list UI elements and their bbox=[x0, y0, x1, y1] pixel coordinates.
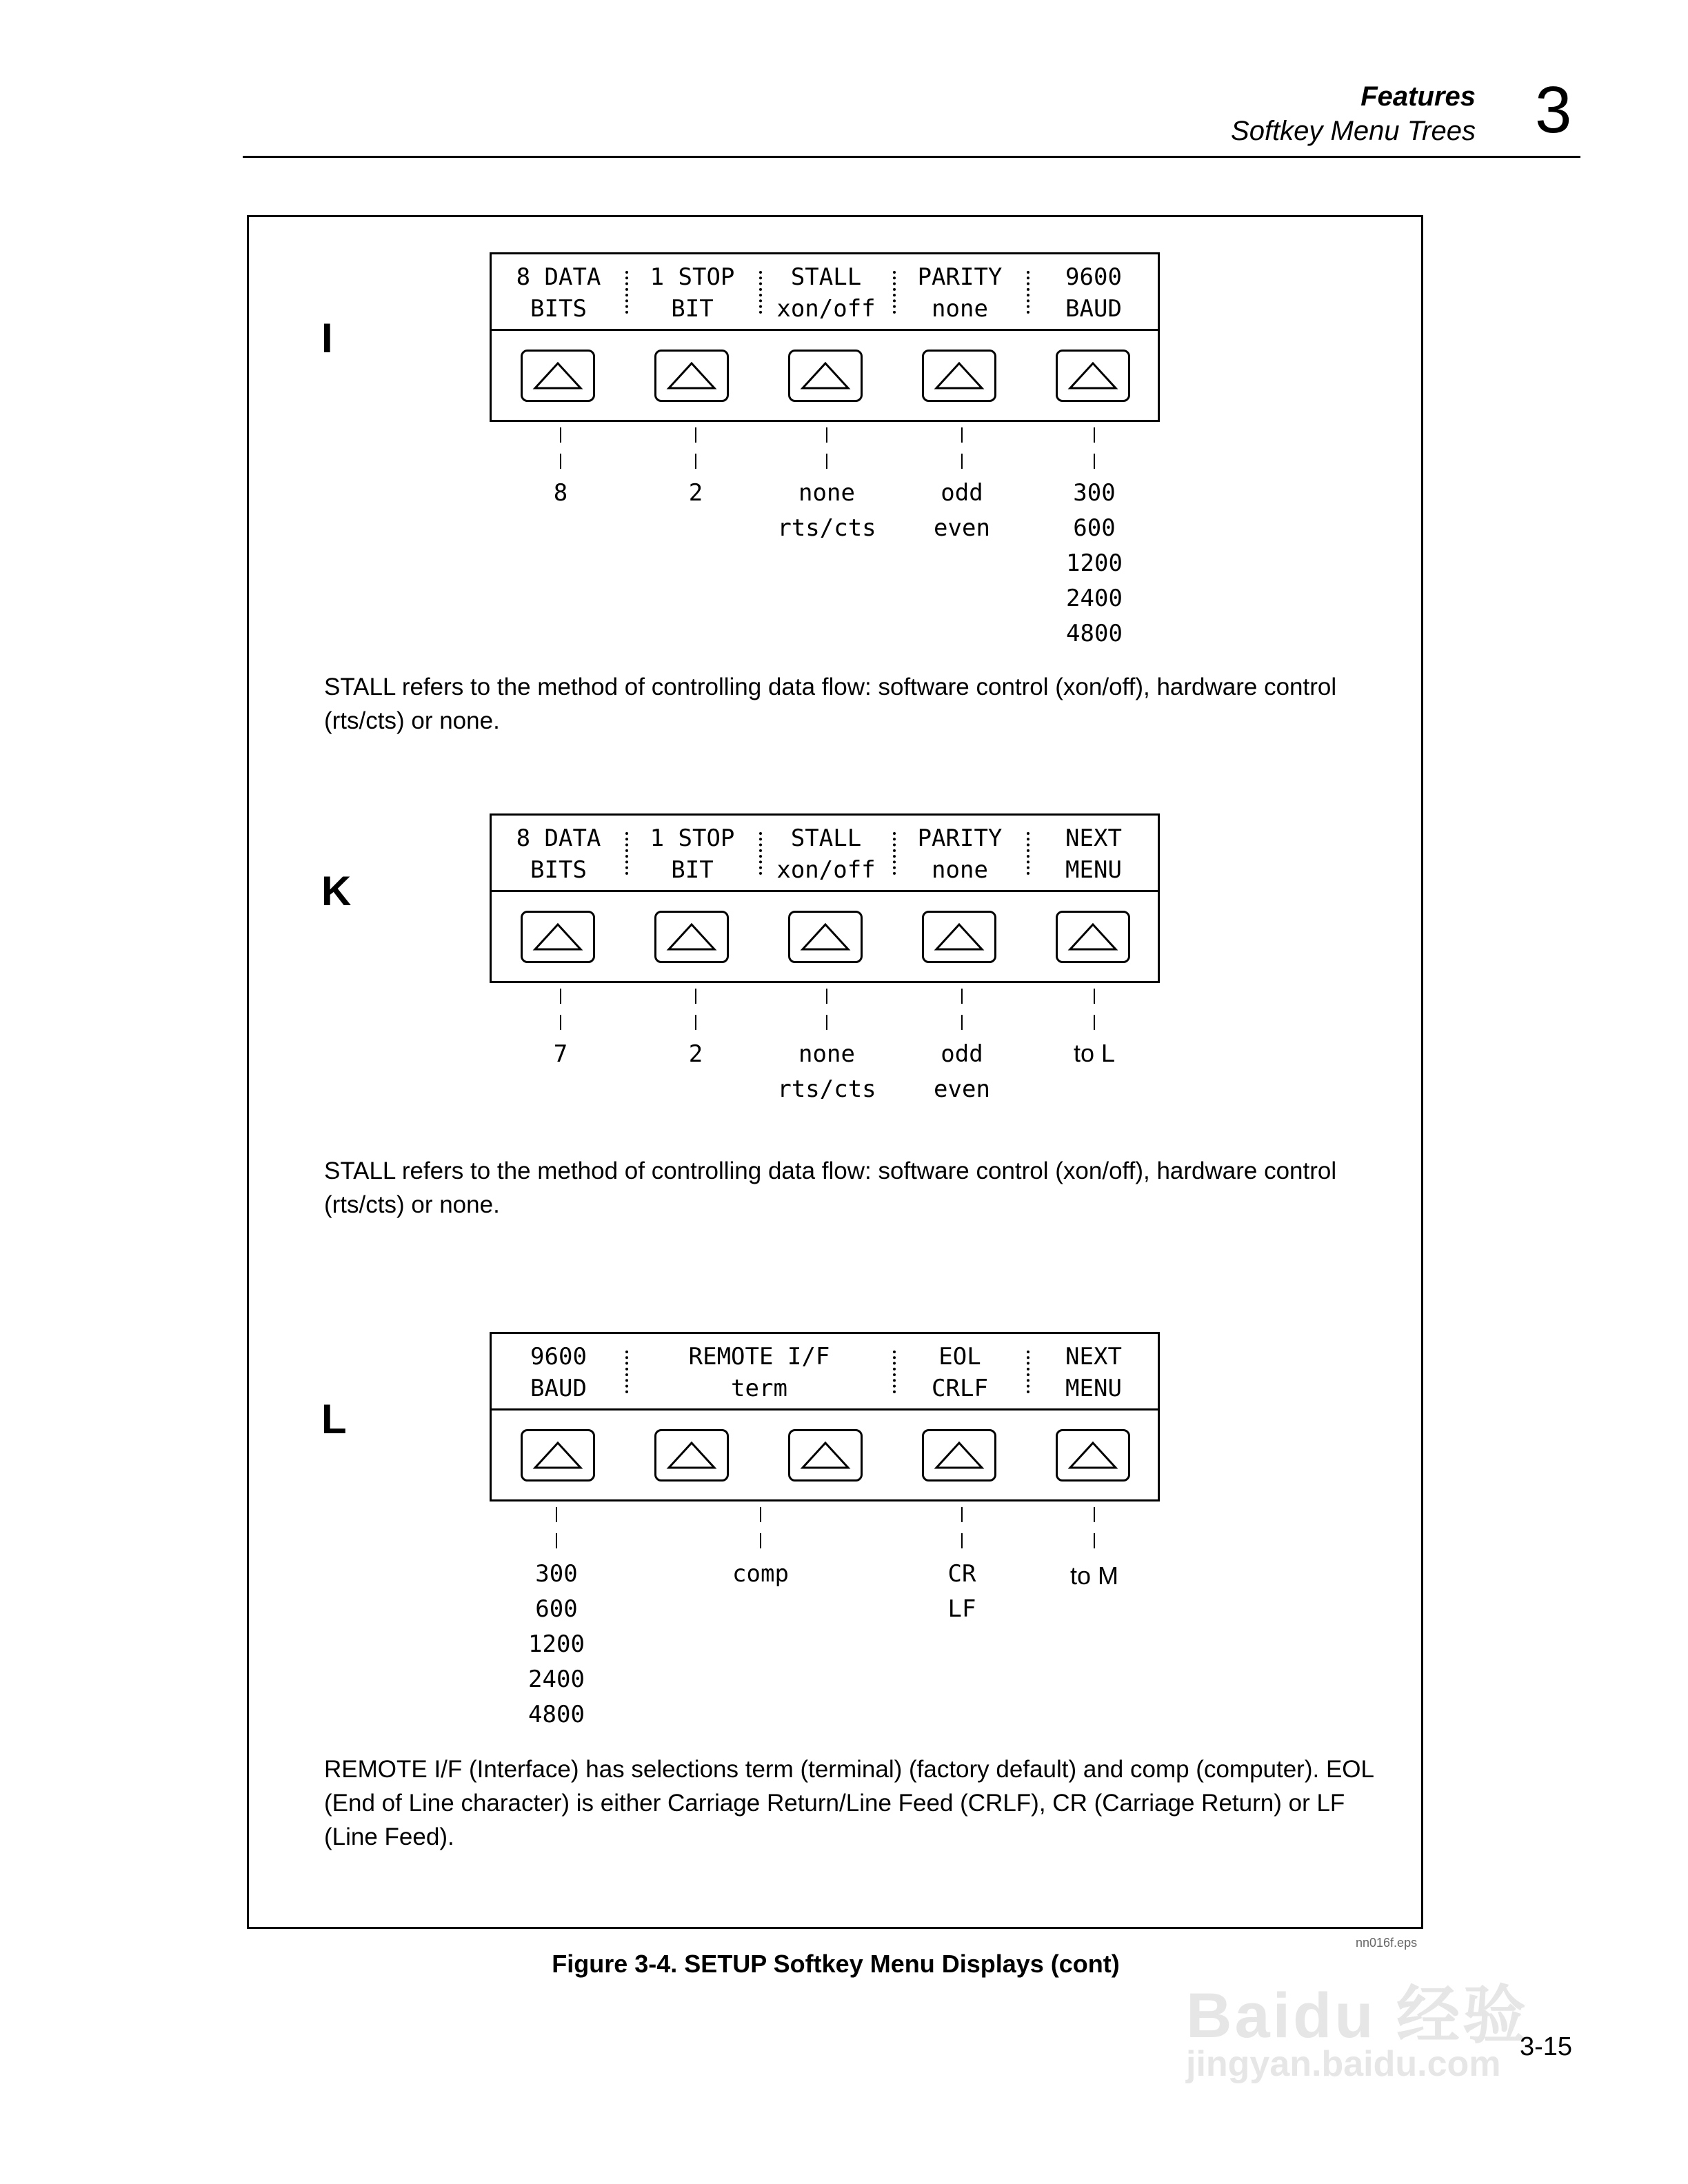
segment-divider bbox=[893, 1351, 896, 1393]
options-stop-bit: 2 bbox=[688, 1040, 703, 1068]
options-parity: odd even bbox=[934, 1040, 990, 1103]
segment-divider bbox=[625, 1351, 628, 1393]
segment-divider bbox=[759, 271, 762, 314]
options-baud: 300 600 1200 2400 4800 bbox=[528, 1560, 585, 1728]
softkey-1-button[interactable] bbox=[521, 911, 595, 963]
softkey-2-button[interactable] bbox=[654, 350, 729, 402]
softkey-1-button[interactable] bbox=[521, 350, 595, 402]
softkey-display-k bbox=[490, 813, 1160, 983]
lcd-text-row bbox=[492, 816, 1158, 892]
up-triangle-icon bbox=[934, 359, 985, 392]
options-baud: 300 600 1200 2400 4800 bbox=[1066, 479, 1123, 647]
softkey-3-button[interactable] bbox=[788, 350, 863, 402]
up-triangle-icon bbox=[532, 1439, 583, 1472]
softkey-3-button[interactable] bbox=[788, 1429, 863, 1482]
up-triangle-icon bbox=[666, 920, 717, 953]
options-next-menu: to M bbox=[1069, 1561, 1118, 1590]
note-paragraph-l: REMOTE I/F (Interface) has selections term (terminal) (factory default) and comp (computer). EOL (End of Line character) is either Carriage Return/Line Feed (CRLF), CR (Carriage Return) or LF (Line Feed). bbox=[324, 1756, 1374, 1850]
connector-line bbox=[560, 427, 561, 469]
softkey-5-button[interactable] bbox=[1056, 911, 1130, 963]
options-parity: odd even bbox=[934, 479, 990, 542]
up-triangle-icon bbox=[800, 920, 851, 953]
segment-divider bbox=[1027, 1351, 1029, 1393]
softkey-4-button[interactable] bbox=[922, 1429, 996, 1482]
options-data-bits: 8 bbox=[553, 479, 568, 507]
connector-line bbox=[760, 1507, 761, 1548]
softkey-label-stop-bit: 1 STOP BIT bbox=[650, 825, 735, 884]
segment-divider bbox=[1027, 832, 1029, 875]
connector-line bbox=[556, 1507, 557, 1548]
header-rule bbox=[243, 156, 1580, 158]
softkey-label-next-menu: NEXT MENU bbox=[1065, 1343, 1122, 1402]
softkey-label-stop-bit: 1 STOP BIT bbox=[650, 263, 735, 323]
up-triangle-icon bbox=[666, 359, 717, 392]
softkey-label-parity: PARITY none bbox=[917, 825, 1003, 884]
section-letter-l: L bbox=[321, 1396, 347, 1442]
up-triangle-icon bbox=[532, 920, 583, 953]
segment-divider bbox=[893, 832, 896, 875]
options-stop-bit: 2 bbox=[688, 479, 703, 507]
softkey-label-stall: STALL xon/off bbox=[776, 263, 876, 323]
options-eol: CR LF bbox=[947, 1560, 976, 1623]
section-subtitle: Softkey Menu Trees bbox=[1231, 116, 1476, 146]
chapter-number: 3 bbox=[1535, 73, 1572, 147]
watermark-logo: Baidu 经验 bbox=[1186, 1981, 1529, 2051]
watermark-url: jingyan.baidu.com bbox=[1186, 2044, 1501, 2084]
softkey-2-button[interactable] bbox=[654, 1429, 729, 1482]
options-stall: none rts/cts bbox=[777, 1040, 876, 1103]
softkey-label-data-bits: 8 DATA BITS bbox=[516, 263, 601, 323]
lcd-text-row bbox=[492, 254, 1158, 331]
section-title: Features bbox=[1360, 81, 1476, 112]
up-triangle-icon bbox=[1067, 359, 1118, 392]
note-paragraph-i: STALL refers to the method of controlling data flow: software control (xon/off), hardware control (rts/cts) or none. bbox=[324, 674, 1337, 734]
connector-line bbox=[695, 427, 696, 469]
segment-divider bbox=[625, 832, 628, 875]
segment-divider bbox=[759, 832, 762, 875]
up-triangle-icon bbox=[800, 1439, 851, 1472]
connector-line bbox=[961, 989, 963, 1030]
up-triangle-icon bbox=[934, 1439, 985, 1472]
figure-caption: Figure 3-4. SETUP Softkey Menu Displays (cont) bbox=[552, 1950, 1120, 1978]
connector-line bbox=[1094, 1507, 1095, 1548]
segment-divider bbox=[893, 271, 896, 314]
softkey-label-stall: STALL xon/off bbox=[776, 825, 876, 884]
softkey-label-remote-if: REMOTE I/F term bbox=[688, 1343, 830, 1402]
softkey-label-next-menu: NEXT MENU bbox=[1065, 825, 1122, 884]
connector-line bbox=[826, 989, 827, 1030]
softkey-5-button[interactable] bbox=[1056, 350, 1130, 402]
section-letter-k: K bbox=[321, 868, 352, 914]
options-data-bits: 7 bbox=[553, 1040, 568, 1068]
options-remote-if: comp bbox=[732, 1560, 789, 1588]
softkey-4-button[interactable] bbox=[922, 350, 996, 402]
softkey-5-button[interactable] bbox=[1056, 1429, 1130, 1482]
connector-line bbox=[961, 1507, 963, 1548]
segment-divider bbox=[1027, 271, 1029, 314]
connector-line bbox=[826, 427, 827, 469]
softkey-2-button[interactable] bbox=[654, 911, 729, 963]
softkey-display-i bbox=[490, 252, 1160, 422]
up-triangle-icon bbox=[1067, 920, 1118, 953]
softkey-label-eol: EOL CRLF bbox=[932, 1343, 988, 1402]
note-paragraph-k: STALL refers to the method of controlling data flow: software control (xon/off), hardware control (rts/cts) or none. bbox=[324, 1157, 1337, 1218]
softkey-4-button[interactable] bbox=[922, 911, 996, 963]
segment-divider bbox=[625, 271, 628, 314]
connector-line bbox=[560, 989, 561, 1030]
softkey-display-l bbox=[490, 1332, 1160, 1502]
section-letter-i: I bbox=[321, 315, 333, 361]
connector-line bbox=[1094, 989, 1095, 1030]
up-triangle-icon bbox=[666, 1439, 717, 1472]
options-next-menu: to L bbox=[1073, 1039, 1116, 1067]
softkey-label-baud: 9600 BAUD bbox=[530, 1343, 587, 1402]
connector-line bbox=[695, 989, 696, 1030]
softkey-3-button[interactable] bbox=[788, 911, 863, 963]
lcd-text-row bbox=[492, 1334, 1158, 1410]
page-number: 3-15 bbox=[1519, 2032, 1572, 2061]
softkey-label-parity: PARITY none bbox=[917, 263, 1003, 323]
options-stall: none rts/cts bbox=[777, 479, 876, 542]
connector-line bbox=[1094, 427, 1095, 469]
softkey-label-baud: 9600 BAUD bbox=[1065, 263, 1122, 323]
up-triangle-icon bbox=[800, 359, 851, 392]
connector-line bbox=[961, 427, 963, 469]
up-triangle-icon bbox=[532, 359, 583, 392]
up-triangle-icon bbox=[934, 920, 985, 953]
softkey-1-button[interactable] bbox=[521, 1429, 595, 1482]
figure-file-label: nn016f.eps bbox=[1356, 1936, 1418, 1950]
up-triangle-icon bbox=[1067, 1439, 1118, 1472]
softkey-label-data-bits: 8 DATA BITS bbox=[516, 825, 601, 884]
